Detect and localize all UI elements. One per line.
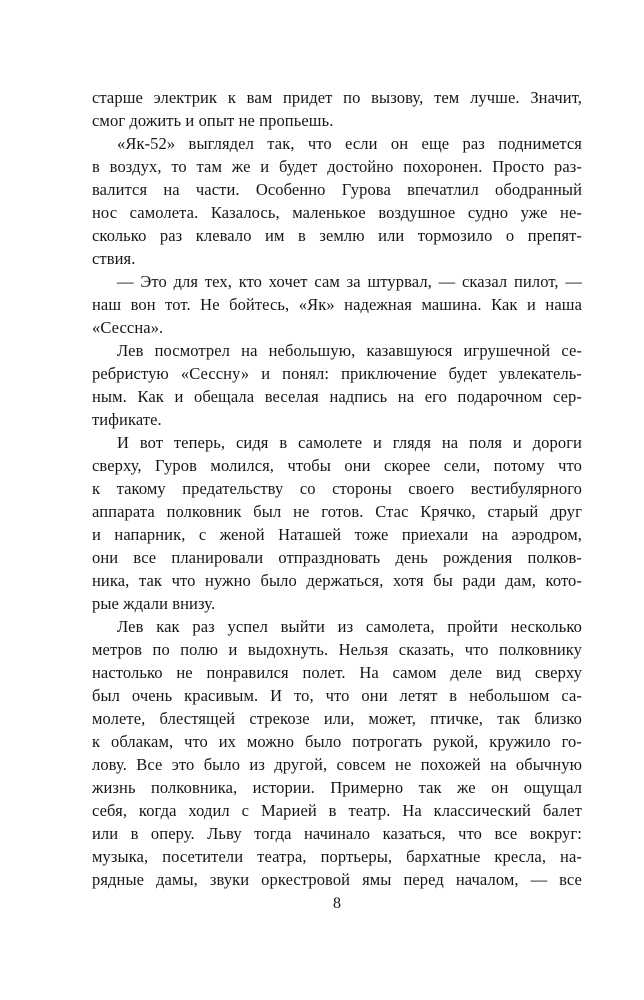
- paragraph: [92, 270, 582, 339]
- text-line: Лев посмотрел на небольшую, казавшуюся игрушечной се-: [117, 341, 582, 360]
- paragraph: [92, 431, 582, 615]
- text-line: ника, так что нужно было держаться, хотя бы ради дам, кото-: [92, 571, 582, 590]
- text-line: И вот теперь, сидя в самолете и глядя на поля и дороги: [117, 433, 582, 452]
- text-line: смог дожить и опыт не пропьешь.: [92, 111, 334, 130]
- paragraph: [92, 339, 582, 431]
- text-line: сколько раз клевало им в землю или тормозило о препят-: [92, 226, 582, 245]
- text-line: тификате.: [92, 410, 162, 429]
- text-line: жизнь полковника, истории. Примерно так же он ощущал: [92, 778, 582, 797]
- text-line: старше электрик к вам придет по вызову, тем лучше. Значит,: [92, 88, 582, 107]
- text-line: «Сессна».: [92, 318, 164, 337]
- text-line: лову. Все это было из другой, совсем не похожей на обычную: [92, 755, 582, 774]
- text-line: Лев как раз успел выйти из самолета, пройти несколько: [117, 617, 582, 636]
- text-line: к облакам, что их можно было потрогать рукой, кружило го-: [92, 732, 582, 751]
- text-line: к такому предательству со стороны своего вестибулярного: [92, 479, 582, 498]
- text-line: аппарата полковник был не готов. Стас Крячко, старый друг: [92, 502, 582, 521]
- text-line: в воздух, то там же и будет достойно похоронен. Просто раз-: [92, 157, 582, 176]
- text-line: наш вон тот. Не бойтесь, «Як» надежная машина. Как и наша: [92, 295, 582, 314]
- text-line: сверху, Гуров молился, чтобы они скорее сели, потому что: [92, 456, 582, 475]
- text-line: рядные дамы, звуки оркестровой ямы перед началом, — все: [92, 870, 582, 889]
- text-line: или в оперу. Льву тогда начинало казаться, что все вокруг:: [92, 824, 582, 843]
- text-line: ным. Как и обещала веселая надпись на его подарочном сер-: [92, 387, 582, 406]
- text-line: был очень красивым. И то, что они летят в небольшом са-: [92, 686, 582, 705]
- paragraph: [92, 615, 582, 891]
- text-line: нос самолета. Казалось, маленькое воздушное судно уже не-: [92, 203, 582, 222]
- text-line: ствия.: [92, 249, 136, 268]
- paragraph: [92, 86, 582, 132]
- text-line: и напарник, с женой Наташей тоже приехали на аэродром,: [92, 525, 582, 544]
- text-line: метров по полю и выдохнуть. Нельзя сказать, что полковнику: [92, 640, 582, 659]
- text-line: валится на части. Особенно Гурова впечатлил ободранный: [92, 180, 582, 199]
- text-line: «Як-52» выглядел так, что если он еще раз поднимется: [117, 134, 582, 153]
- text-line: они все планировали отпраздновать день рождения полков-: [92, 548, 582, 567]
- text-block: [92, 86, 582, 891]
- text-line: рые ждали внизу.: [92, 594, 216, 613]
- text-line: молете, блестящей стрекозе или, может, птичке, так близко: [92, 709, 582, 728]
- text-line: себя, когда ходил с Марией в театр. На классический балет: [92, 801, 582, 820]
- text-line: — Это для тех, кто хочет сам за штурвал, — сказал пилот, —: [117, 272, 582, 291]
- text-line: музыка, посетители театра, портьеры, бархатные кресла, на-: [92, 847, 582, 866]
- page-number: 8: [333, 895, 341, 912]
- paragraph: [92, 132, 582, 270]
- text-line: настолько не понравился полет. На самом деле вид сверху: [92, 663, 582, 682]
- text-line: ребристую «Сессну» и понял: приключение будет увлекатель-: [92, 364, 582, 383]
